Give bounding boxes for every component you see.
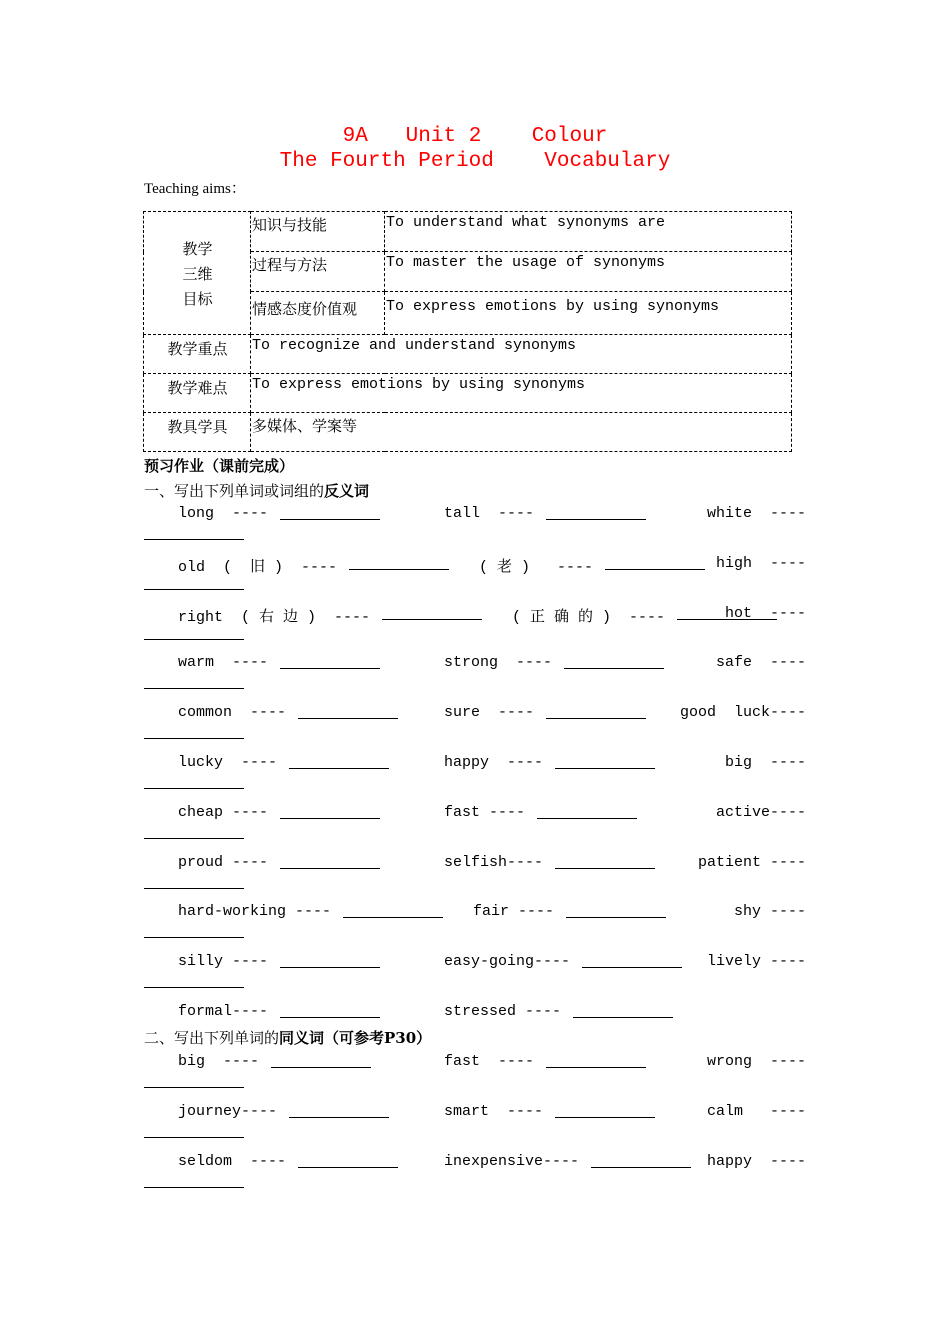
goal-text: To understand what synonyms are	[385, 212, 792, 252]
answer-blank[interactable]	[280, 654, 380, 669]
exercise-word: wrong ----	[706, 1053, 806, 1070]
exercise-row	[144, 1003, 806, 1023]
answer-blank[interactable]	[289, 754, 389, 769]
exercise-row	[144, 605, 806, 625]
exercise-word: right ( 右 边 ) ----	[178, 608, 371, 626]
answer-blank[interactable]	[289, 1103, 389, 1118]
exercise-word: happy ----	[444, 754, 544, 771]
exercise-word: active----	[715, 803, 806, 821]
answer-blank[interactable]	[280, 804, 380, 819]
answer-blank[interactable]	[280, 505, 380, 520]
answer-blank[interactable]	[382, 605, 482, 620]
exercise-word: big ----	[178, 1053, 260, 1070]
answer-blank[interactable]	[271, 1053, 371, 1068]
key-point-label: 教学重点	[144, 335, 251, 374]
answer-blank[interactable]	[546, 1053, 646, 1068]
exercise-word: happy ----	[706, 1153, 806, 1170]
answer-blank[interactable]	[582, 953, 682, 968]
answer-blank[interactable]	[298, 1153, 398, 1168]
goal-text: To master the usage of synonyms	[385, 252, 792, 292]
answer-blank[interactable]	[144, 1136, 244, 1138]
exercise-word: old ( 旧 ) ----	[178, 558, 338, 576]
exercise-word: ( 老 ) ----	[479, 558, 594, 576]
exercise-word: formal----	[178, 1003, 269, 1020]
exercise-word: fast ----	[444, 1053, 535, 1070]
answer-blank[interactable]	[280, 854, 380, 869]
answer-blank[interactable]	[555, 1103, 655, 1118]
exercise-row	[144, 1103, 806, 1123]
exercise-word: long ----	[178, 505, 269, 522]
exercise-row	[144, 505, 806, 525]
exercise-word: smart ----	[444, 1103, 544, 1120]
exercise-row	[144, 1053, 806, 1073]
tools-label: 教具学具	[144, 413, 251, 452]
answer-blank[interactable]	[144, 887, 244, 889]
answer-blank[interactable]	[280, 1003, 380, 1018]
exercise-row	[144, 654, 806, 674]
exercise-word: lucky ----	[178, 754, 278, 771]
exercise-word: shy ----	[733, 903, 806, 921]
exercise-word: hard-working ----	[178, 903, 332, 921]
answer-blank[interactable]	[349, 555, 449, 570]
exercise-word: easy-going----	[444, 953, 571, 971]
section-keyword: 同义词（可参考P30）	[279, 1029, 432, 1047]
three-dimension-goals-cell	[144, 212, 251, 335]
answer-blank[interactable]	[144, 936, 244, 938]
answer-blank[interactable]	[555, 854, 655, 869]
exercise-word: good luck----	[679, 704, 806, 722]
section-keyword: 反义词	[324, 482, 370, 500]
answer-blank[interactable]	[144, 986, 244, 988]
exercise-word: selfish----	[444, 853, 544, 871]
answer-blank[interactable]	[546, 704, 646, 719]
section-prefix: 二、写出下列单词的	[144, 1029, 280, 1047]
difficulty-label: 教学难点	[144, 374, 251, 413]
preview-homework-title: 预习作业（课前完成）	[144, 457, 295, 475]
exercise-row	[144, 754, 806, 774]
exercise-word: silly ----	[178, 953, 269, 971]
exercise-word: high ----	[715, 554, 806, 572]
answer-blank[interactable]	[144, 787, 244, 789]
exercise-word: safe ----	[715, 654, 806, 672]
teaching-aims-table	[143, 211, 792, 452]
key-point-text: To recognize and understand synonyms	[251, 335, 792, 374]
exercise-word: fair ----	[473, 903, 555, 921]
exercise-row	[144, 953, 806, 973]
exercise-word: hot ----	[724, 604, 806, 622]
goal-label: 情感态度价值观	[251, 292, 385, 335]
answer-blank[interactable]	[343, 903, 443, 918]
answer-blank[interactable]	[144, 837, 244, 839]
answer-blank[interactable]	[144, 538, 244, 540]
exercise-word: fast ----	[444, 803, 526, 821]
answer-blank[interactable]	[605, 555, 705, 570]
exercise-word: warm ----	[178, 654, 269, 672]
goal-text: To express emotions by using synonyms	[385, 292, 792, 335]
exercise-word: cheap ----	[178, 803, 269, 821]
teaching-aims-label: Teaching aims：	[144, 181, 246, 197]
answer-blank[interactable]	[546, 505, 646, 520]
answer-blank[interactable]	[280, 953, 380, 968]
exercise-row	[144, 704, 806, 724]
answer-blank[interactable]	[555, 754, 655, 769]
exercise-word: sure ----	[444, 704, 535, 722]
answer-blank[interactable]	[144, 737, 244, 739]
exercise-word: journey----	[178, 1103, 278, 1120]
exercise-row	[144, 854, 806, 874]
exercise-word: tall ----	[444, 505, 535, 522]
exercise-word: lively ----	[706, 953, 806, 971]
answer-blank[interactable]	[564, 654, 664, 669]
answer-blank[interactable]	[144, 1186, 244, 1188]
answer-blank[interactable]	[298, 704, 398, 719]
exercise-word: big ----	[724, 754, 806, 771]
title-line-2: The Fourth Period Vocabulary	[279, 150, 671, 173]
goal-label: 知识与技能	[251, 212, 385, 252]
exercise-word: proud ----	[178, 853, 269, 871]
section-prefix: 一、写出下列单词或词组的	[144, 482, 325, 500]
exercise-word: patient ----	[697, 853, 806, 871]
exercise-word: common ----	[178, 704, 287, 722]
exercise-word: strong ----	[444, 654, 553, 672]
exercise-word: seldom ----	[178, 1153, 287, 1170]
category-line: 目标	[182, 289, 213, 308]
goal-label: 过程与方法	[251, 252, 385, 292]
category-line: 三维	[182, 264, 213, 283]
exercise-word: ( 正 确 的 ) ----	[512, 608, 666, 626]
section-synonyms-heading	[144, 1027, 431, 1048]
exercise-word: white ----	[706, 505, 806, 522]
answer-blank[interactable]	[144, 1086, 244, 1088]
exercise-word: stressed ----	[444, 1003, 562, 1020]
exercise-row	[144, 555, 806, 575]
section-antonyms-heading	[144, 480, 369, 501]
tools-text: 多媒体、学案等	[251, 413, 792, 452]
answer-blank[interactable]	[144, 588, 244, 590]
exercise-word: calm ----	[706, 1103, 806, 1120]
difficulty-text: To express emotions by using synonyms	[251, 374, 792, 413]
exercise-row	[144, 804, 806, 824]
exercise-word: inexpensive----	[444, 1153, 580, 1170]
answer-blank[interactable]	[144, 638, 244, 640]
exercise-row	[144, 1153, 806, 1173]
exercise-row	[144, 903, 806, 923]
answer-blank[interactable]	[537, 804, 637, 819]
answer-blank[interactable]	[566, 903, 666, 918]
title-line-1: 9A Unit 2 Colour	[342, 125, 608, 148]
answer-blank[interactable]	[144, 687, 244, 689]
answer-blank[interactable]	[573, 1003, 673, 1018]
answer-blank[interactable]	[591, 1153, 691, 1168]
category-line: 教学	[182, 239, 213, 258]
